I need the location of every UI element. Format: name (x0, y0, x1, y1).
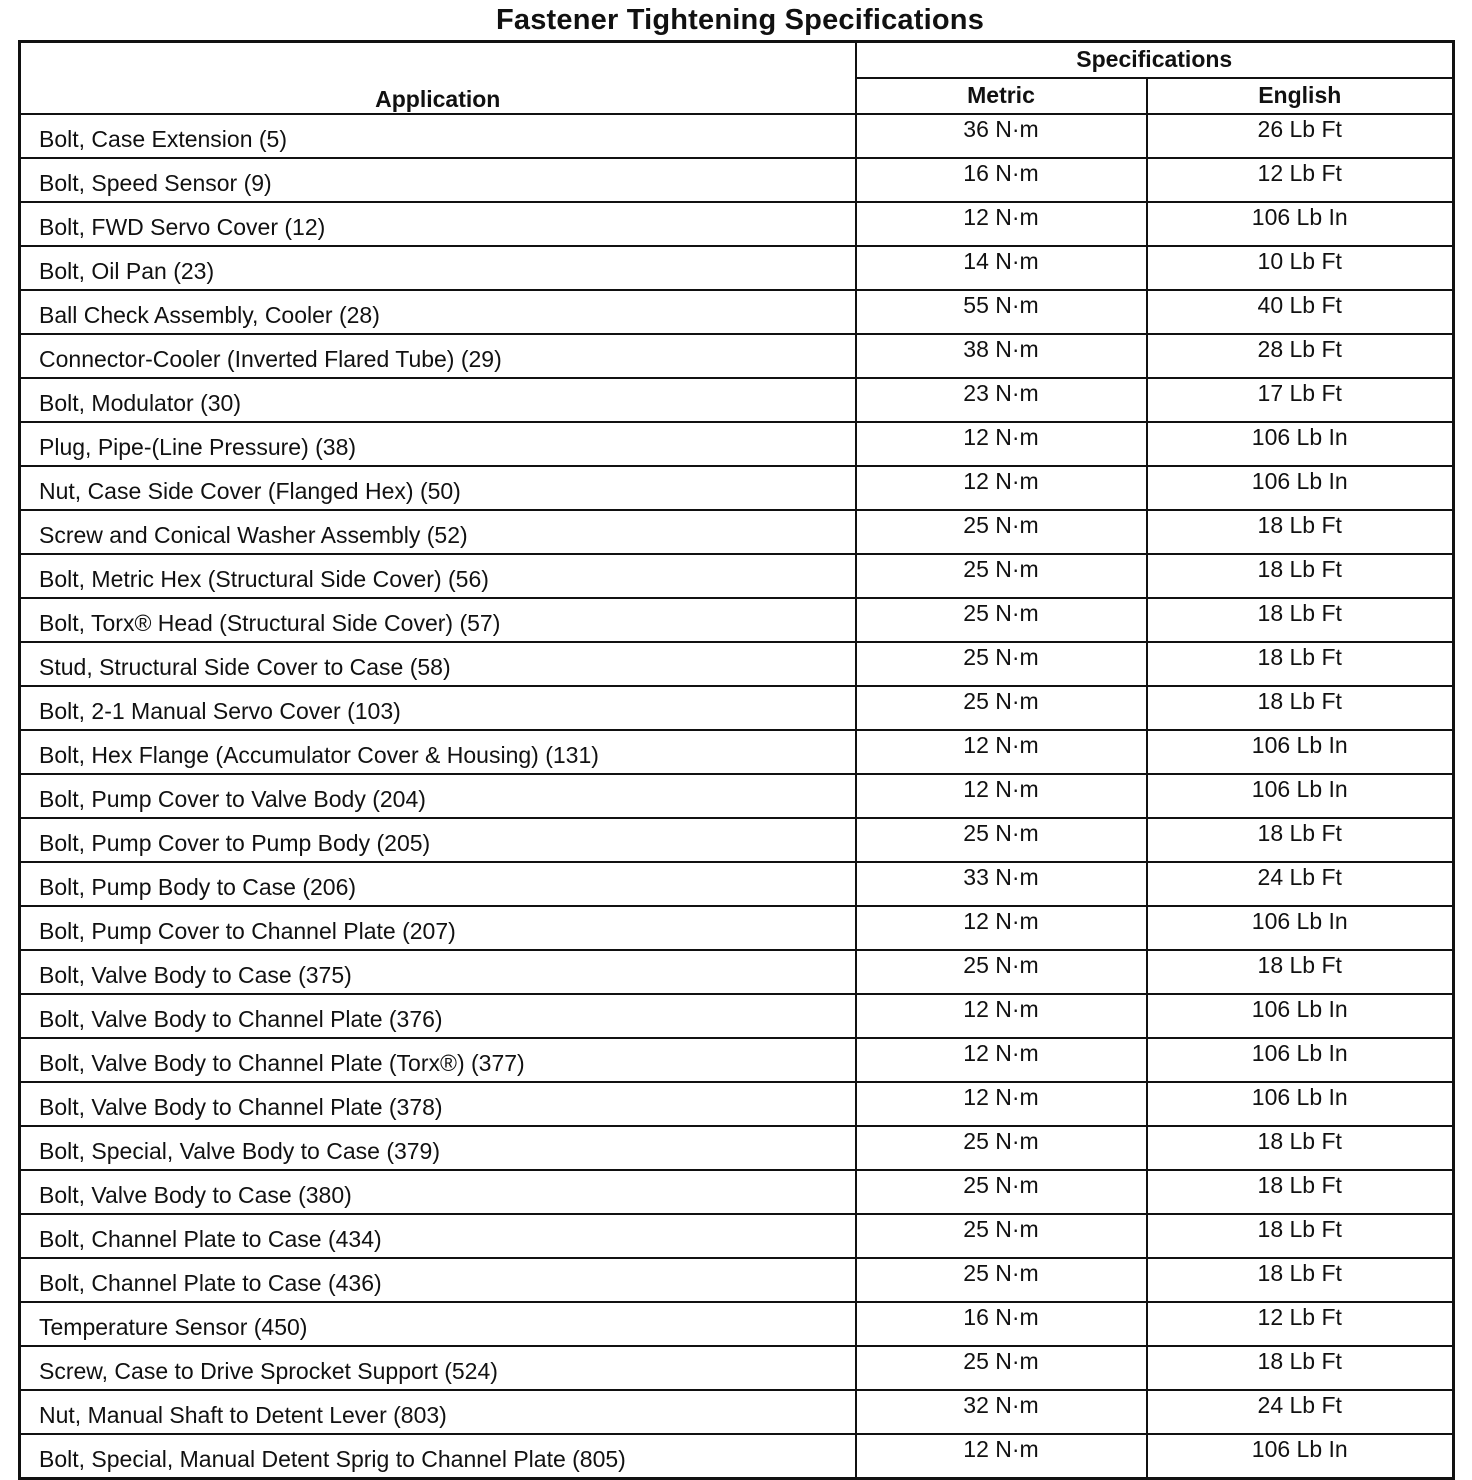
application-cell: Bolt, Oil Pan (23) (20, 246, 856, 290)
metric-cell: 25 N·m (856, 950, 1147, 994)
table-row (20, 334, 1454, 378)
table-row (20, 1434, 1454, 1479)
metric-cell: 16 N·m (856, 158, 1147, 202)
application-cell: Bolt, Pump Body to Case (206) (20, 862, 856, 906)
application-cell: Bolt, Special, Valve Body to Case (379) (20, 1126, 856, 1170)
table-body (20, 114, 1454, 1479)
table-row (20, 510, 1454, 554)
table-row (20, 642, 1454, 686)
metric-cell: 25 N·m (856, 510, 1147, 554)
metric-cell: 25 N·m (856, 1126, 1147, 1170)
english-cell: 106 Lb In (1147, 1038, 1454, 1082)
header-english: English (1147, 78, 1454, 114)
metric-cell: 25 N·m (856, 554, 1147, 598)
application-cell: Bolt, Case Extension (5) (20, 114, 856, 158)
table-row (20, 466, 1454, 510)
application-cell: Temperature Sensor (450) (20, 1302, 856, 1346)
application-cell: Bolt, FWD Servo Cover (12) (20, 202, 856, 246)
english-cell: 106 Lb In (1147, 1082, 1454, 1126)
metric-cell: 25 N·m (856, 642, 1147, 686)
english-cell: 17 Lb Ft (1147, 378, 1454, 422)
english-cell: 18 Lb Ft (1147, 1346, 1454, 1390)
header-metric: Metric (856, 78, 1147, 114)
metric-cell: 12 N·m (856, 202, 1147, 246)
table-row (20, 202, 1454, 246)
metric-cell: 12 N·m (856, 422, 1147, 466)
metric-cell: 12 N·m (856, 906, 1147, 950)
table-row (20, 1302, 1454, 1346)
header-application: Application (20, 42, 856, 114)
metric-cell: 33 N·m (856, 862, 1147, 906)
application-cell: Bolt, Pump Cover to Valve Body (204) (20, 774, 856, 818)
table-row (20, 1346, 1454, 1390)
english-cell: 106 Lb In (1147, 422, 1454, 466)
english-cell: 18 Lb Ft (1147, 1258, 1454, 1302)
table-header (20, 42, 1454, 114)
table-row (20, 1082, 1454, 1126)
application-cell: Bolt, Speed Sensor (9) (20, 158, 856, 202)
metric-cell: 25 N·m (856, 1258, 1147, 1302)
table-row (20, 246, 1454, 290)
english-cell: 12 Lb Ft (1147, 158, 1454, 202)
english-cell: 10 Lb Ft (1147, 246, 1454, 290)
application-cell: Screw and Conical Washer Assembly (52) (20, 510, 856, 554)
table-row (20, 114, 1454, 158)
english-cell: 106 Lb In (1147, 994, 1454, 1038)
english-cell: 106 Lb In (1147, 906, 1454, 950)
english-cell: 24 Lb Ft (1147, 862, 1454, 906)
table-row (20, 994, 1454, 1038)
application-cell: Plug, Pipe-(Line Pressure) (38) (20, 422, 856, 466)
application-cell: Bolt, Valve Body to Channel Plate (378) (20, 1082, 856, 1126)
metric-cell: 55 N·m (856, 290, 1147, 334)
english-cell: 18 Lb Ft (1147, 686, 1454, 730)
english-cell: 18 Lb Ft (1147, 510, 1454, 554)
table-row (20, 774, 1454, 818)
metric-cell: 36 N·m (856, 114, 1147, 158)
application-cell: Bolt, Pump Cover to Channel Plate (207) (20, 906, 856, 950)
table-row (20, 1126, 1454, 1170)
metric-cell: 12 N·m (856, 1038, 1147, 1082)
metric-cell: 25 N·m (856, 598, 1147, 642)
metric-cell: 25 N·m (856, 818, 1147, 862)
english-cell: 40 Lb Ft (1147, 290, 1454, 334)
application-cell: Bolt, Pump Cover to Pump Body (205) (20, 818, 856, 862)
table-row (20, 862, 1454, 906)
table-row (20, 950, 1454, 994)
table-row (20, 290, 1454, 334)
english-cell: 18 Lb Ft (1147, 818, 1454, 862)
application-cell: Stud, Structural Side Cover to Case (58) (20, 642, 856, 686)
english-cell: 106 Lb In (1147, 466, 1454, 510)
metric-cell: 25 N·m (856, 1214, 1147, 1258)
table-row (20, 686, 1454, 730)
application-cell: Connector-Cooler (Inverted Flared Tube) (29) (20, 334, 856, 378)
metric-cell: 23 N·m (856, 378, 1147, 422)
application-cell: Bolt, Special, Manual Detent Sprig to Channel Plate (805) (20, 1434, 856, 1479)
application-cell: Screw, Case to Drive Sprocket Support (524) (20, 1346, 856, 1390)
english-cell: 18 Lb Ft (1147, 554, 1454, 598)
application-cell: Nut, Case Side Cover (Flanged Hex) (50) (20, 466, 856, 510)
english-cell: 106 Lb In (1147, 1434, 1454, 1479)
english-cell: 24 Lb Ft (1147, 1390, 1454, 1434)
english-cell: 12 Lb Ft (1147, 1302, 1454, 1346)
metric-cell: 12 N·m (856, 466, 1147, 510)
application-cell: Ball Check Assembly, Cooler (28) (20, 290, 856, 334)
metric-cell: 25 N·m (856, 1170, 1147, 1214)
application-cell: Nut, Manual Shaft to Detent Lever (803) (20, 1390, 856, 1434)
application-cell: Bolt, Valve Body to Case (380) (20, 1170, 856, 1214)
table-row (20, 158, 1454, 202)
table-row (20, 422, 1454, 466)
table-row (20, 1214, 1454, 1258)
application-cell: Bolt, Modulator (30) (20, 378, 856, 422)
table-row (20, 1390, 1454, 1434)
english-cell: 18 Lb Ft (1147, 598, 1454, 642)
english-cell: 106 Lb In (1147, 202, 1454, 246)
english-cell: 18 Lb Ft (1147, 950, 1454, 994)
application-cell: Bolt, Hex Flange (Accumulator Cover & Housing) (131) (20, 730, 856, 774)
metric-cell: 14 N·m (856, 246, 1147, 290)
application-cell: Bolt, Channel Plate to Case (434) (20, 1214, 856, 1258)
table-row (20, 554, 1454, 598)
metric-cell: 12 N·m (856, 730, 1147, 774)
english-cell: 26 Lb Ft (1147, 114, 1454, 158)
table-row (20, 598, 1454, 642)
page-title: Fastener Tightening Specifications (495, 4, 985, 36)
application-cell: Bolt, Metric Hex (Structural Side Cover) (56) (20, 554, 856, 598)
english-cell: 18 Lb Ft (1147, 1170, 1454, 1214)
metric-cell: 12 N·m (856, 1082, 1147, 1126)
application-cell: Bolt, Valve Body to Case (375) (20, 950, 856, 994)
english-cell: 18 Lb Ft (1147, 1126, 1454, 1170)
english-cell: 28 Lb Ft (1147, 334, 1454, 378)
metric-cell: 32 N·m (856, 1390, 1147, 1434)
metric-cell: 16 N·m (856, 1302, 1147, 1346)
table-row (20, 378, 1454, 422)
application-cell: Bolt, Channel Plate to Case (436) (20, 1258, 856, 1302)
metric-cell: 25 N·m (856, 686, 1147, 730)
metric-cell: 25 N·m (856, 1346, 1147, 1390)
table-row (20, 1258, 1454, 1302)
english-cell: 18 Lb Ft (1147, 642, 1454, 686)
application-cell: Bolt, Valve Body to Channel Plate (Torx®) (377) (20, 1038, 856, 1082)
metric-cell: 12 N·m (856, 1434, 1147, 1479)
metric-cell: 12 N·m (856, 774, 1147, 818)
english-cell: 18 Lb Ft (1147, 1214, 1454, 1258)
metric-cell: 12 N·m (856, 994, 1147, 1038)
table-row (20, 818, 1454, 862)
fastener-spec-table (18, 40, 1455, 1480)
table-row (20, 1170, 1454, 1214)
table-row (20, 730, 1454, 774)
application-cell: Bolt, Valve Body to Channel Plate (376) (20, 994, 856, 1038)
english-cell: 106 Lb In (1147, 730, 1454, 774)
header-specifications: Specifications (856, 42, 1454, 78)
application-cell: Bolt, Torx® Head (Structural Side Cover) (57) (20, 598, 856, 642)
application-cell: Bolt, 2-1 Manual Servo Cover (103) (20, 686, 856, 730)
table-row (20, 906, 1454, 950)
table-row (20, 1038, 1454, 1082)
english-cell: 106 Lb In (1147, 774, 1454, 818)
metric-cell: 38 N·m (856, 334, 1147, 378)
